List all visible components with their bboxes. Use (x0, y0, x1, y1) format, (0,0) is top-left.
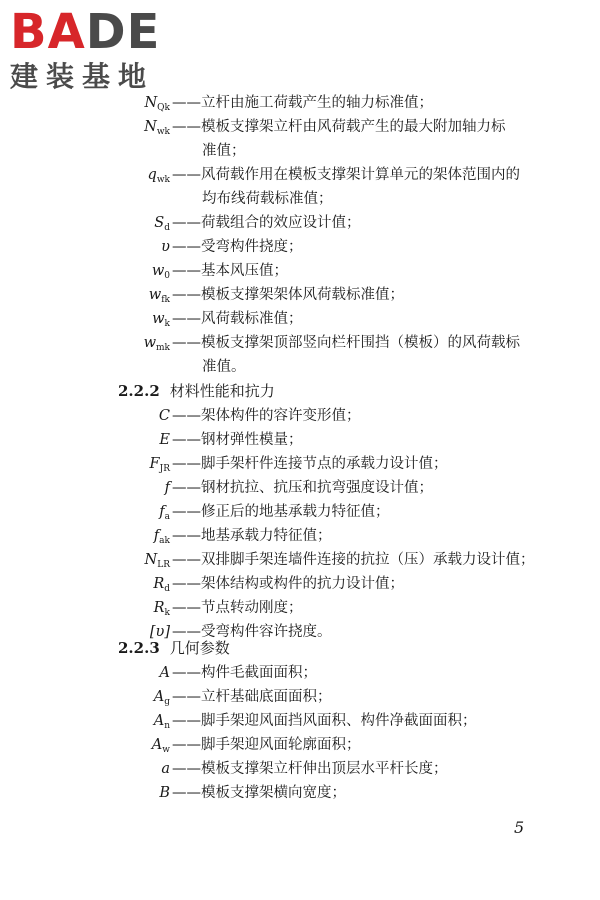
symbol (100, 236, 170, 258)
symbol (100, 477, 170, 499)
symbol (100, 453, 170, 480)
symbol-letter: w (152, 311, 165, 327)
symbol-description: ——脚手架迎风面挡风面积、构件净截面面积； (172, 713, 477, 729)
symbol-subscript: JR (159, 464, 170, 474)
symbol-subscript: ak (159, 536, 170, 546)
symbol-description: ——模板支撑架顶部竖向栏杆围挡（模板）的风荷载标 (172, 335, 520, 351)
symbol-letter: q (147, 167, 157, 183)
symbol-description: ——模板支撑架立杆伸出顶层水平杆长度； (172, 761, 448, 777)
symbol-letter: N (144, 552, 158, 568)
symbol-description: ——架体结构或构件的抗力设计值； (172, 576, 404, 592)
symbol (100, 260, 170, 287)
symbol (100, 549, 170, 576)
symbol-description: ——地基承载力特征值； (172, 528, 332, 544)
symbol-letter: [υ] (149, 624, 170, 640)
symbol-subscript: k (164, 319, 170, 329)
symbol-letter: a (161, 761, 170, 777)
symbol (100, 116, 170, 143)
symbol (100, 429, 170, 451)
symbol-letter: N (144, 119, 157, 135)
symbol-description: ——双排脚手架连墙件连接的抗拉（压）承载力设计值； (172, 552, 535, 568)
symbol-description: ——基本风压值； (172, 263, 288, 279)
symbol-letter: A (153, 689, 165, 705)
symbol (100, 525, 170, 552)
symbol (100, 92, 170, 119)
section-heading-2-2-2: 2.2.2 材料性能和抗力 (118, 382, 275, 400)
symbol-description: ——模板支撑架横向宽度； (172, 785, 346, 801)
symbol-letter: R (153, 576, 165, 592)
symbol-subscript: w (162, 745, 170, 755)
symbol-subscript: LR (157, 560, 170, 570)
symbol (100, 686, 170, 713)
symbol-description: 均布线荷载标准值； (202, 191, 333, 207)
symbol-letter: C (158, 408, 170, 424)
symbol-description: ——立杆基础底面面积； (172, 689, 332, 705)
symbol-letter: A (159, 665, 170, 681)
symbol-subscript: n (164, 721, 170, 731)
symbol-letter: R (153, 600, 165, 616)
symbol (100, 573, 170, 600)
symbol-letter: f (159, 504, 165, 520)
symbol-subscript: fk (161, 295, 170, 305)
symbol-subscript: wk (156, 127, 170, 137)
symbol-description: ——受弯构件容许挠度。 (172, 624, 332, 640)
symbol-description: ——钢材抗拉、抗压和抗弯强度设计值； (172, 480, 433, 496)
symbol-description: ——节点转动刚度； (172, 600, 303, 616)
symbol-description: ——钢材弹性模量； (172, 432, 303, 448)
symbol-description: ——立杆由施工荷载产生的轴力标准值； (172, 95, 433, 111)
symbol-subscript: wk (156, 175, 170, 185)
symbol-subscript: g (164, 697, 170, 707)
symbol-description: ——脚手架杆件连接节点的承载力设计值； (172, 456, 448, 472)
symbol-letter: F (149, 456, 160, 472)
symbol-letter: f (153, 528, 160, 544)
symbol-letter: w (143, 335, 156, 351)
symbol (100, 734, 170, 761)
symbol (100, 710, 170, 737)
symbol-letter: S (154, 215, 165, 231)
symbol-letter: N (144, 95, 158, 111)
symbol-description: 准值； (202, 143, 246, 159)
symbol-description: ——受弯构件挠度； (172, 239, 303, 255)
symbol (100, 164, 170, 191)
symbol-letter: A (151, 737, 163, 753)
symbol (100, 501, 170, 528)
symbol-description: 准值。 (202, 359, 246, 375)
symbol-description: ——修正后的地基承载力特征值； (172, 504, 390, 520)
symbol-description: ——风荷载标准值； (172, 311, 303, 327)
symbol-letter: E (159, 432, 170, 448)
symbol-description: ——荷载组合的效应设计值； (172, 215, 361, 231)
symbol-subscript: a (164, 512, 170, 522)
logo-chinese: 建装基地 (10, 60, 155, 93)
symbol (100, 758, 170, 780)
symbol (100, 212, 170, 239)
page-number: 5 (514, 818, 525, 837)
symbol-letter: w (151, 263, 165, 279)
symbol (100, 597, 170, 624)
symbol-subscript: 0 (164, 271, 170, 281)
symbol (100, 308, 170, 335)
symbol-description: ——架体构件的容许变形值； (172, 408, 361, 424)
symbol (100, 662, 170, 684)
symbol-subscript: Qk (157, 103, 170, 113)
symbol-subscript: mk (156, 343, 170, 353)
symbol-letter: υ (161, 239, 170, 255)
symbol-description: ——风荷载作用在模板支撑架计算单元的架体范围内的 (172, 167, 520, 183)
symbol-letter: A (153, 713, 165, 729)
symbol-description: ——构件毛截面面积； (172, 665, 317, 681)
symbol-description: ——脚手架迎风面轮廓面积； (172, 737, 361, 753)
symbol-letter: f (164, 480, 170, 496)
symbol-description: ——模板支撑架立杆由风荷载产生的最大附加轴力标 (172, 119, 506, 135)
symbol (100, 284, 170, 311)
symbol (100, 405, 170, 427)
section-heading-2-2-3: 2.2.3 几何参数 (118, 639, 230, 657)
symbol-subscript: d (164, 584, 170, 594)
logo-wordmark: BADE (10, 4, 161, 60)
symbol-letter: w (148, 287, 162, 303)
symbol (100, 782, 170, 804)
symbol-subscript: k (164, 608, 170, 618)
symbol-description: ——模板支撑架架体风荷载标准值； (172, 287, 404, 303)
bade-logo (8, 4, 178, 96)
symbol-letter: B (159, 785, 170, 801)
symbol (100, 332, 170, 359)
symbol-subscript: d (164, 223, 170, 233)
